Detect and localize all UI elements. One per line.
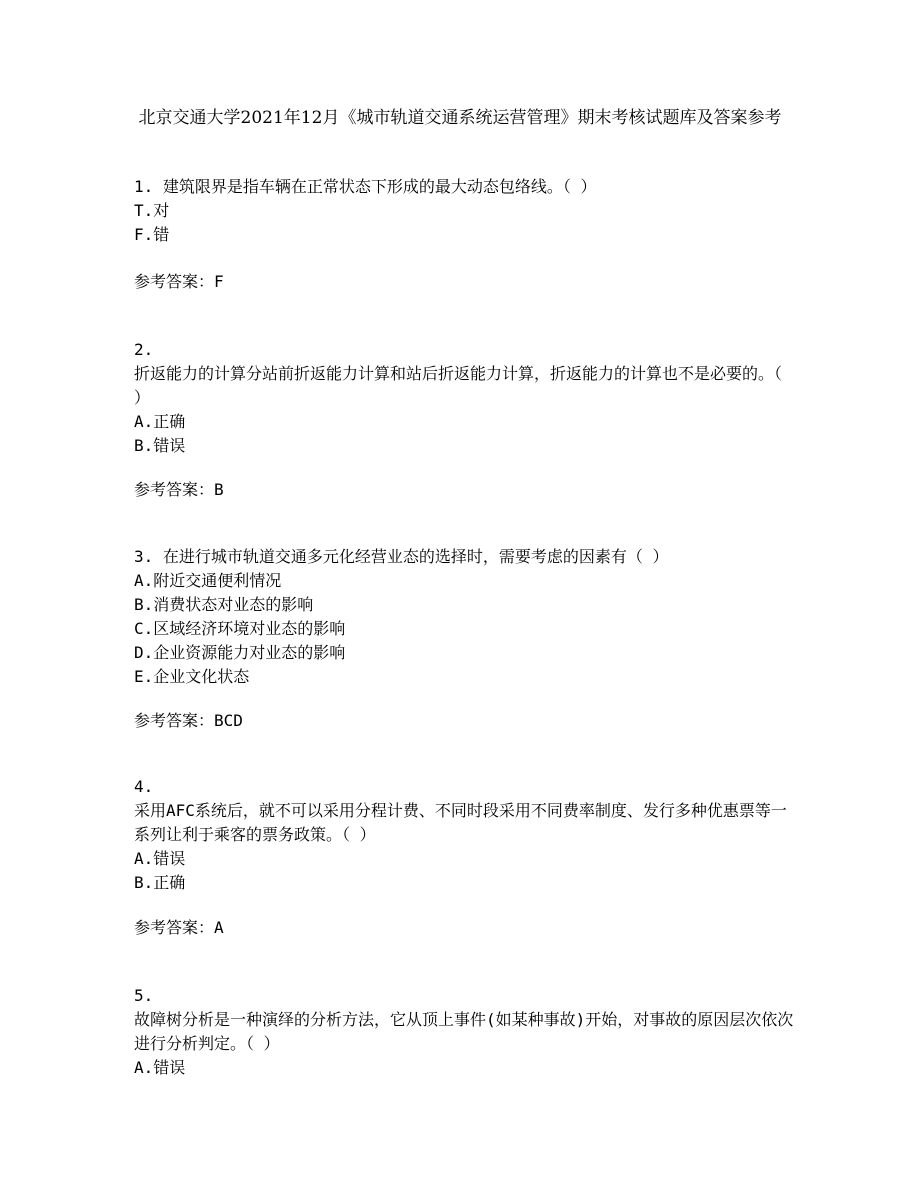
option: D.企业资源能力对业态的影响 bbox=[134, 643, 346, 662]
answer-label: 参考答案： bbox=[134, 711, 215, 730]
answer-value: F bbox=[214, 272, 224, 291]
option: A.错误 bbox=[134, 849, 186, 868]
question-1-stem bbox=[134, 175, 794, 199]
question-text: 建筑限界是指车辆在正常状态下形成的最大动态包络线。（ ） bbox=[162, 177, 597, 196]
answer-value: A bbox=[214, 918, 224, 937]
question-number: 4. bbox=[134, 777, 154, 796]
option: B.正确 bbox=[134, 873, 186, 892]
question-3-stem bbox=[134, 545, 794, 569]
answer-label: 参考答案： bbox=[134, 918, 215, 937]
option: B.消费状态对业态的影响 bbox=[134, 595, 314, 614]
answer-label: 参考答案： bbox=[134, 272, 215, 291]
option: C.区域经济环境对业态的影响 bbox=[134, 619, 346, 638]
option: A.错误 bbox=[134, 1058, 186, 1077]
answer-1 bbox=[134, 270, 224, 294]
question-number: 2. bbox=[134, 340, 154, 359]
document-title: 北京交通大学2021年12月《城市轨道交通系统运营管理》期末考核试题库及答案参考 bbox=[138, 108, 782, 128]
answer-label: 参考答案： bbox=[134, 480, 215, 499]
question-2 bbox=[134, 338, 794, 458]
option: T.对 bbox=[134, 201, 170, 220]
answer-4 bbox=[134, 916, 224, 940]
question-number: 1. bbox=[134, 177, 154, 196]
question-number: 5. bbox=[134, 986, 154, 1005]
question-4 bbox=[134, 775, 794, 895]
question-number: 3. bbox=[134, 547, 154, 566]
question-text: 故障树分析是一种演绎的分析方法，它从顶上事件(如某种事故)开始，对事故的原因层次依次进行分析判定。（ ） bbox=[134, 1010, 794, 1053]
question-text: 折返能力的计算分站前折返能力计算和站后折返能力计算，折返能力的计算也不是必要的。（ ） bbox=[134, 364, 783, 407]
question-5 bbox=[134, 984, 794, 1080]
question-text: 在进行城市轨道交通多元化经营业态的选择时，需要考虑的因素有（ ） bbox=[162, 547, 669, 566]
question-1 bbox=[134, 175, 794, 247]
option: F.错 bbox=[134, 225, 170, 244]
option: A.正确 bbox=[134, 412, 186, 431]
question-3 bbox=[134, 545, 794, 689]
answer-3 bbox=[134, 709, 243, 733]
option: A.附近交通便利情况 bbox=[134, 571, 282, 590]
answer-value: BCD bbox=[214, 711, 243, 730]
question-text: 采用AFC系统后，就不可以采用分程计费、不同时段采用不同费率制度、发行多种优惠票等一系列让利于乘客的票务政策。（ ） bbox=[134, 801, 787, 844]
option: E.企业文化状态 bbox=[134, 667, 250, 686]
answer-2 bbox=[134, 478, 224, 502]
option: B.错误 bbox=[134, 436, 186, 455]
answer-value: B bbox=[214, 480, 224, 499]
